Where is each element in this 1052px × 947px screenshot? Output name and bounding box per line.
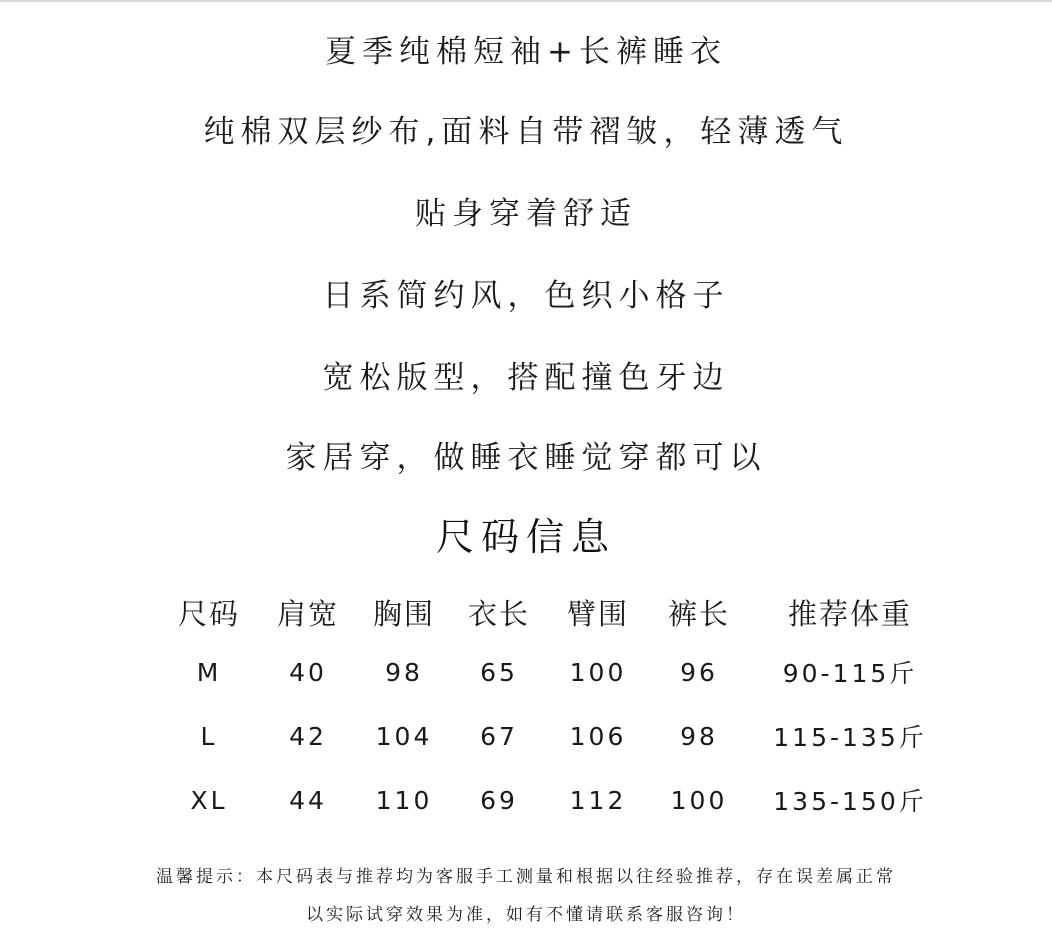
feature-line-style: 日系简约风，色织小格子 [322, 278, 730, 314]
feature-line-comfort: 贴身穿着舒适 [415, 196, 637, 232]
cell-weight: 115-135斤 [773, 723, 927, 752]
size-table-header-row [160, 584, 950, 640]
cell-shoulder: 44 [289, 785, 327, 815]
cell-chest: 110 [375, 785, 433, 815]
cell-shoulder: 40 [289, 657, 327, 687]
cell-weight: 90-115斤 [782, 659, 918, 688]
cell-arm: 100 [569, 657, 627, 687]
header-pants-length: 裤长 [667, 596, 730, 631]
header-shoulder: 肩宽 [276, 596, 339, 631]
cell-size: XL [190, 785, 228, 815]
cell-size: M [196, 657, 222, 687]
cell-size: L [200, 721, 218, 751]
table-row [160, 640, 950, 704]
size-info-title: 尺码信息 [435, 515, 616, 559]
cell-chest: 98 [385, 657, 423, 687]
size-table [160, 584, 950, 832]
top-divider [0, 0, 1052, 2]
cell-chest: 104 [375, 721, 433, 751]
feature-line-title: 夏季纯棉短袖+长裤睡衣 [325, 34, 727, 70]
cell-length: 67 [480, 721, 518, 751]
cell-arm: 112 [569, 785, 627, 815]
cell-shoulder: 42 [289, 721, 327, 751]
feature-line-usage: 家居穿，做睡衣睡觉穿都可以 [285, 440, 767, 476]
header-chest: 胸围 [372, 596, 435, 631]
header-length: 衣长 [467, 596, 530, 631]
cell-pants-length: 96 [680, 657, 718, 687]
disclaimer-line-1: 温馨提示：本尺码表与推荐均为客服手工测量和根据以往经验推荐，存在误差属正常 [156, 867, 896, 887]
header-size: 尺码 [177, 596, 240, 631]
cell-arm: 106 [569, 721, 627, 751]
table-row [160, 768, 950, 832]
cell-length: 65 [480, 657, 518, 687]
table-row [160, 704, 950, 768]
feature-line-fabric: 纯棉双层纱布,面料自带褶皱，轻薄透气 [203, 114, 849, 150]
disclaimer-line-2: 以实际试穿效果为准，如有不懂请联系客服咨询！ [306, 905, 746, 925]
cell-weight: 135-150斤 [773, 787, 927, 816]
cell-pants-length: 98 [680, 721, 718, 751]
header-arm: 臂围 [566, 596, 629, 631]
cell-pants-length: 100 [670, 785, 728, 815]
header-weight: 推荐体重 [787, 596, 912, 631]
feature-line-fit: 宽松版型，搭配撞色牙边 [322, 360, 730, 396]
cell-length: 69 [480, 785, 518, 815]
